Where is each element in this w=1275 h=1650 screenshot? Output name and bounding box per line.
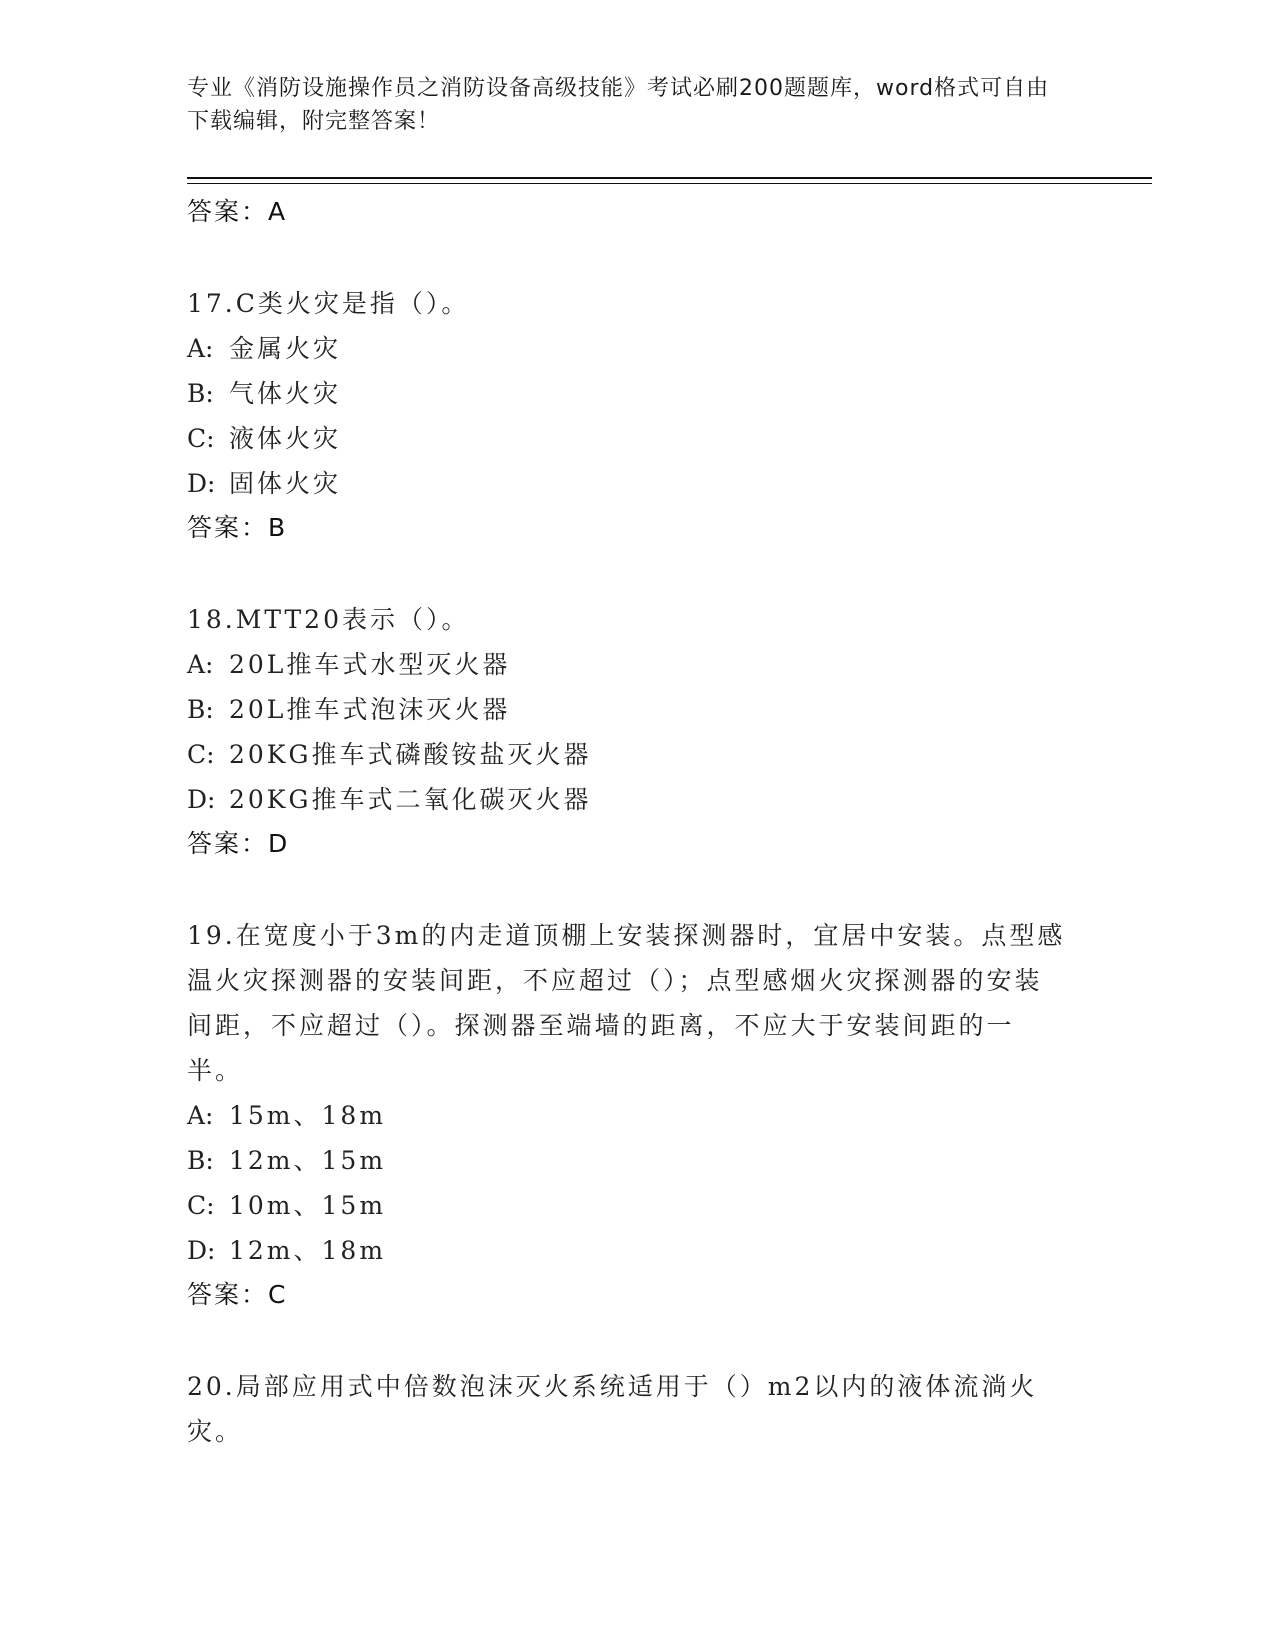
option-letter: D: bbox=[187, 469, 216, 498]
question-20 bbox=[187, 1364, 1087, 1454]
option-text: 12m、15m bbox=[229, 1146, 387, 1175]
header-rule-thin bbox=[187, 183, 1152, 184]
option-b bbox=[187, 687, 1087, 732]
option-text: 20KG推车式二氧化碳灭火器 bbox=[229, 785, 592, 814]
option-letter: C: bbox=[187, 424, 215, 453]
option-letter: D: bbox=[187, 785, 216, 814]
question-stem: 20.局部应用式中倍数泡沫灭火系统适用于（）m2以内的液体流淌火灾。 bbox=[187, 1372, 1038, 1446]
question-19 bbox=[187, 913, 1087, 1317]
option-a bbox=[187, 326, 1087, 371]
option-text: 金属火灾 bbox=[229, 334, 342, 363]
option-text: 12m、18m bbox=[229, 1236, 387, 1265]
header-rule-thick bbox=[187, 177, 1152, 179]
option-letter: A: bbox=[187, 650, 214, 679]
option-text: 固体火灾 bbox=[229, 469, 342, 498]
option-b bbox=[187, 371, 1087, 416]
answer-label: 答案：A bbox=[187, 197, 288, 226]
option-letter: D: bbox=[187, 1236, 216, 1265]
option-d bbox=[187, 1228, 1087, 1273]
option-c bbox=[187, 1183, 1087, 1228]
option-a bbox=[187, 1093, 1087, 1138]
option-d bbox=[187, 777, 1087, 822]
option-letter: C: bbox=[187, 1191, 215, 1220]
question-18 bbox=[187, 597, 1087, 866]
question-17 bbox=[187, 281, 1087, 550]
option-text: 10m、15m bbox=[229, 1191, 387, 1220]
option-c bbox=[187, 416, 1087, 461]
option-d bbox=[187, 461, 1087, 506]
option-text: 气体火灾 bbox=[229, 379, 342, 408]
option-a bbox=[187, 642, 1087, 687]
answer-label: 答案：C bbox=[187, 1280, 288, 1309]
answer-label: 答案：D bbox=[187, 829, 290, 858]
option-letter: C: bbox=[187, 740, 215, 769]
option-letter: B: bbox=[187, 695, 214, 724]
option-text: 20L推车式水型灭火器 bbox=[229, 650, 511, 679]
option-letter: A: bbox=[187, 334, 214, 363]
option-letter: B: bbox=[187, 1146, 214, 1175]
option-c bbox=[187, 732, 1087, 777]
option-letter: B: bbox=[187, 379, 214, 408]
option-text: 20L推车式泡沫灭火器 bbox=[229, 695, 511, 724]
option-letter: A: bbox=[187, 1101, 214, 1130]
option-b bbox=[187, 1138, 1087, 1183]
question-stem: 17.C类火灾是指（）。 bbox=[187, 289, 470, 318]
option-text: 液体火灾 bbox=[229, 424, 342, 453]
question-content bbox=[187, 190, 1087, 1454]
question-stem: 19.在宽度小于3m的内走道顶棚上安装探测器时，宜居中安装。点型感温火灾探测器的安装间距，不应超过（）；点型感烟火灾探测器的安装间距，不应超过（）。探测器至端墙的距离，不应大于安装间距的一半。 bbox=[187, 921, 1066, 1085]
question-stem: 18.MTT20表示（）。 bbox=[187, 605, 470, 634]
option-text: 20KG推车式磷酸铵盐灭火器 bbox=[229, 740, 592, 769]
answer-label: 答案：B bbox=[187, 513, 288, 542]
document-header: 专业《消防设施操作员之消防设备高级技能》考试必刷200题题库，word格式可自由下载编辑，附完整答案！ bbox=[187, 76, 1050, 134]
option-text: 15m、18m bbox=[229, 1101, 387, 1130]
